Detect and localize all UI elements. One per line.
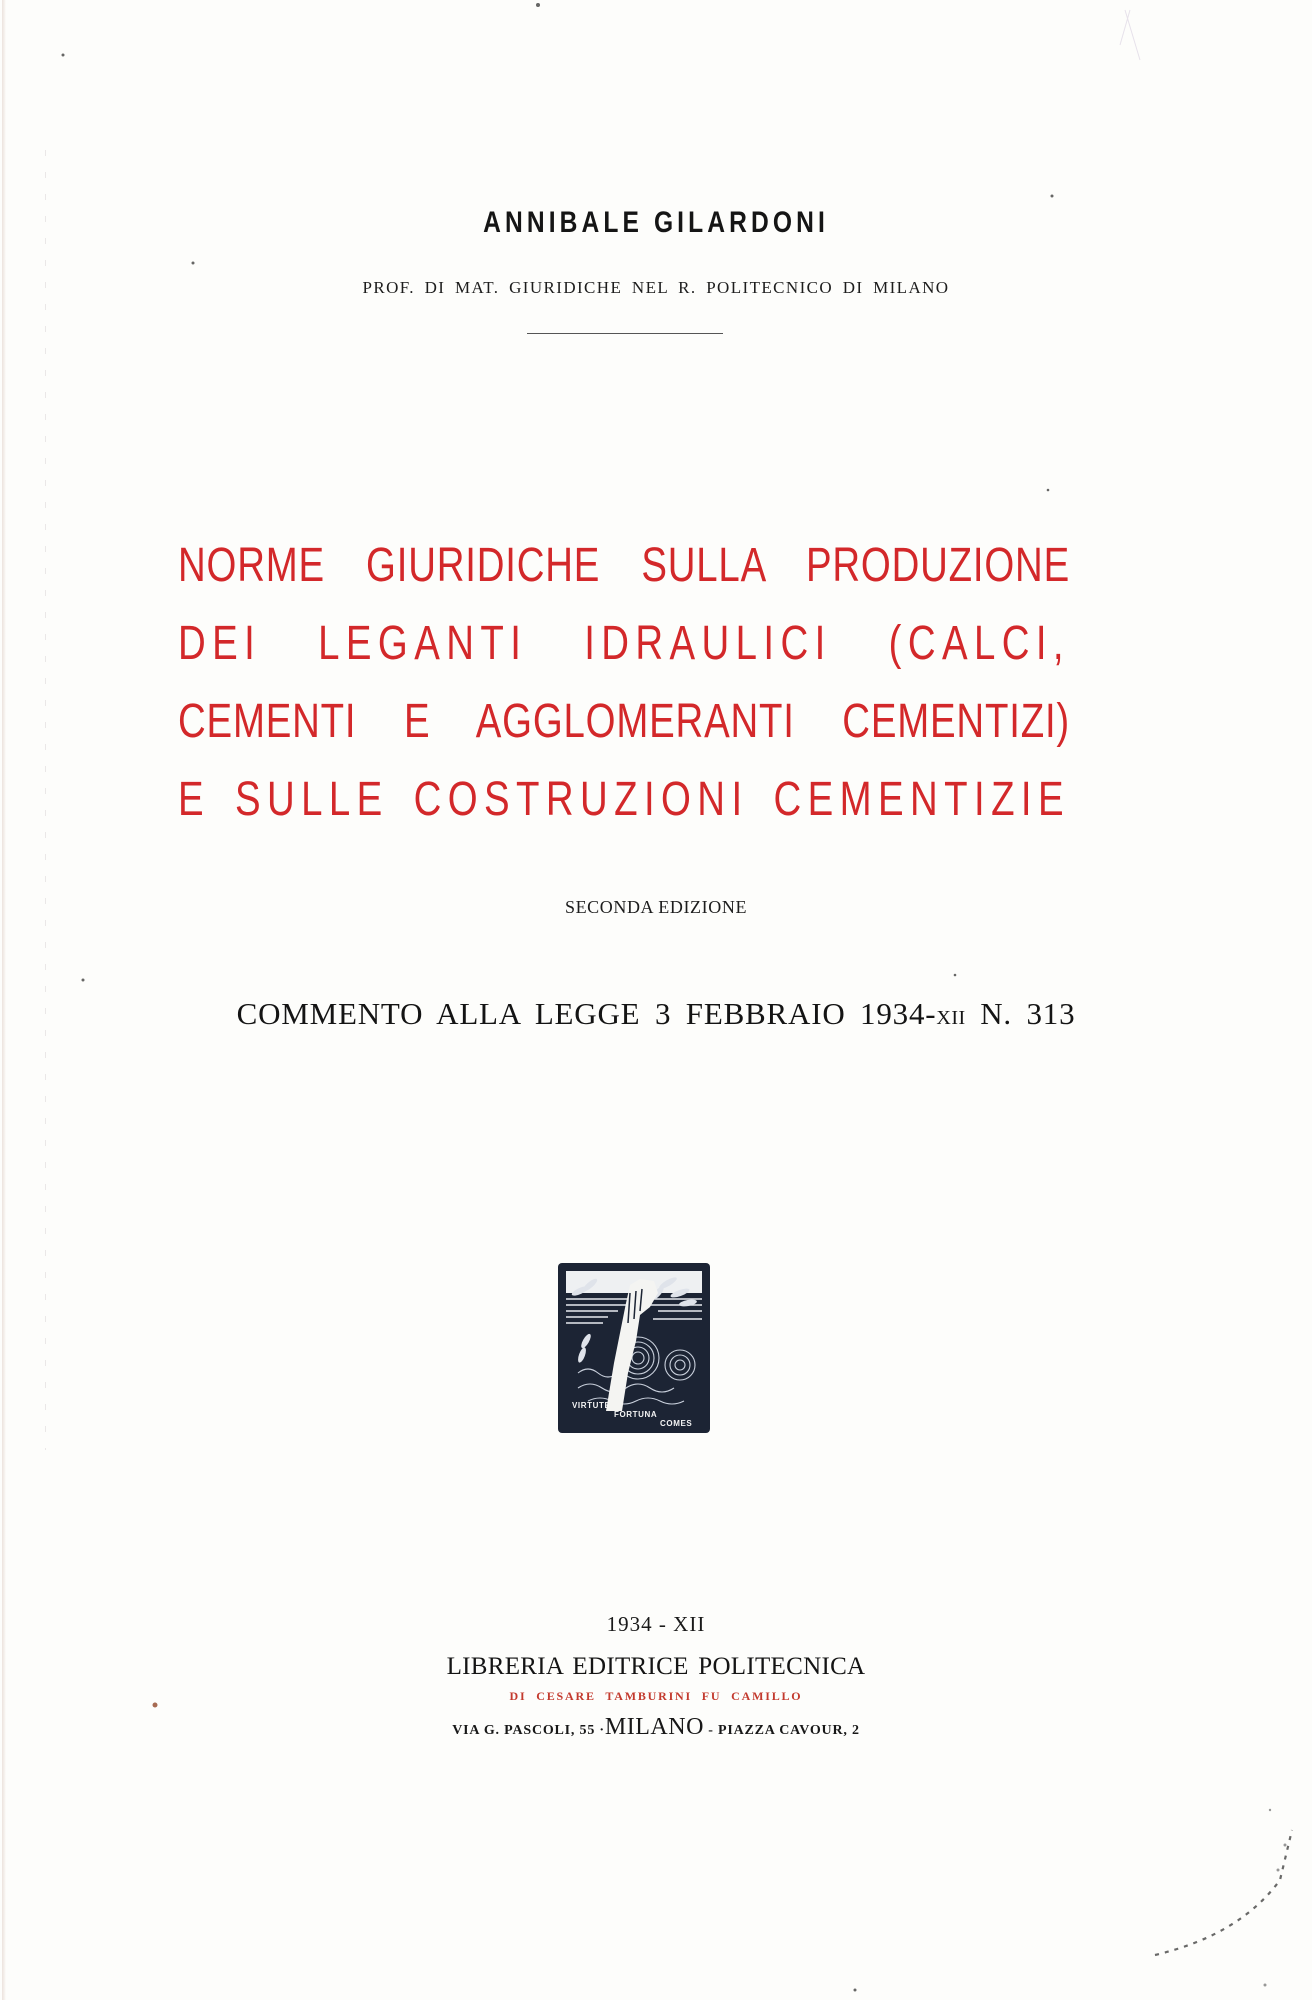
fold-line [45,150,46,1450]
title-line-2: DEI LEGANTI IDRAULICI (CALCI, [178,617,1070,670]
address-left: VIA G. PASCOLI, 55 · [452,1723,605,1738]
title-line-4: E SULLE COSTRUZIONI CEMENTIZIE [178,773,1070,826]
publisher-address [0,1714,1312,1741]
author-affiliation: PROF. DI MAT. GIURIDICHE NEL R. POLITECNICO DI MILANO [362,278,950,297]
printer-mark-icon [558,1263,710,1433]
emblem-motto-3: COMES [660,1419,693,1428]
publisher-owner: DI CESARE TAMBURINI FU CAMILLO [509,1689,803,1703]
publication-year: 1934 - XII [606,1612,706,1636]
commentary-prefix: COMMENTO ALLA LEGGE 3 FEBBRAIO 1934- [236,996,937,1031]
title-line-1: NORME GIURIDICHE SULLA PRODUZIONE [178,539,1070,592]
address-city: MILANO [604,1714,704,1740]
address-right: - PIAZZA CAVOUR, 2 [703,1723,860,1738]
emblem-motto-1: VIRTUTE [572,1401,611,1410]
commentary-era: XII [936,1007,966,1029]
author-name: ANNIBALE GILARDONI [483,206,829,239]
emblem-motto-2: FORTUNA [614,1410,658,1419]
divider-rule [527,333,723,334]
edition-label: SECONDA EDIZIONE [564,897,748,917]
title-line-3: CEMENTI E AGGLOMERANTI CEMENTIZI) [178,695,1070,748]
commentary-suffix: N. 313 [965,996,1076,1031]
commentary-line [0,996,1312,1032]
book-title [178,538,1070,850]
publisher-name: LIBRERIA EDITRICE POLITECNICA [446,1653,866,1680]
